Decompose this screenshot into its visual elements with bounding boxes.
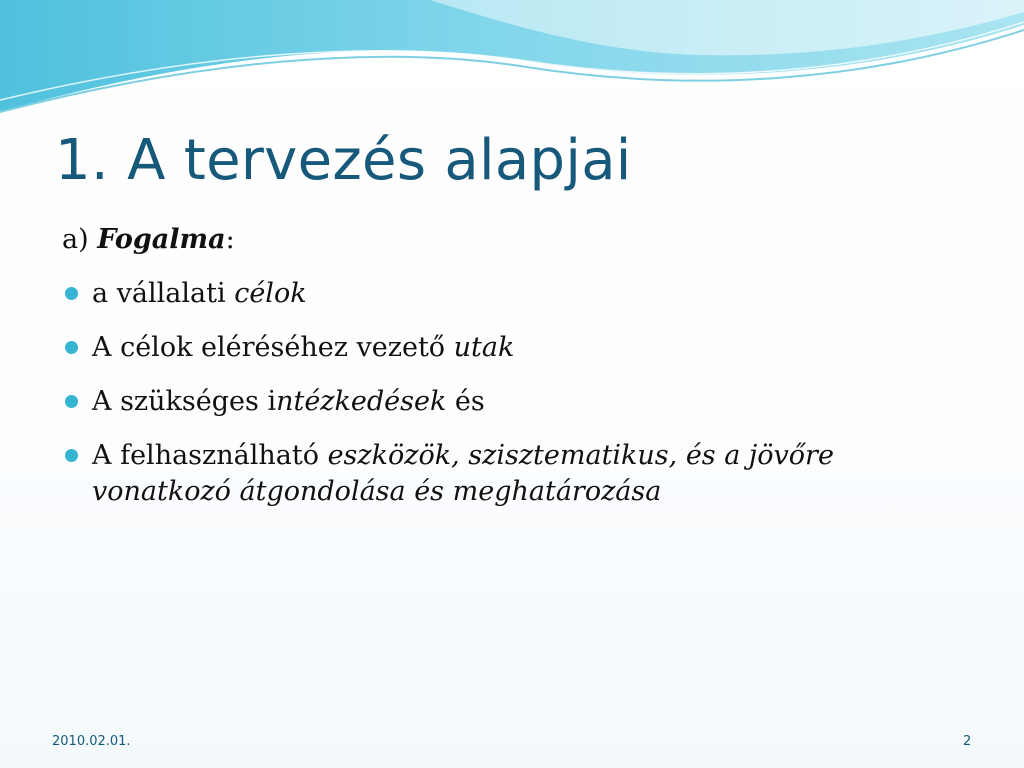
bullet-text: A célok eléréséhez vezető [92,332,454,363]
footer-date: 2010.02.01. [52,734,131,749]
bullet-line-1 [92,438,980,474]
bullet-icon [65,287,78,300]
header-wave-decoration [0,0,1024,130]
bullet-item [60,384,980,420]
bullet-item [60,330,980,366]
bullet-icon [65,395,78,408]
bullet-text: A szükséges i [92,386,277,417]
bullet-line-2: vonatkozó átgondolása és meghatározása [92,476,662,507]
bullet-icon [65,341,78,354]
bullet-emphasis: célok [234,278,307,309]
bullet-tail: és [446,386,485,417]
bullet-text: A felhasználható [92,440,328,471]
bullet-item [60,276,980,312]
slide-title: 1. A tervezés alapjai [55,128,632,193]
bullet-emphasis: ntézkedések [276,386,447,417]
intro-prefix: a) [62,224,98,255]
page-number: 2 [963,734,972,749]
intro-term: Fogalma [97,224,226,255]
slide-body [60,222,980,528]
bullet-emphasis: utak [453,332,515,363]
intro-line [62,222,980,258]
bullet-icon [65,449,78,462]
bullet-item [60,438,980,510]
bullet-text: a vállalati [92,278,235,309]
bullet-emphasis: eszközök, szisztematikus, és a jövőre [327,440,834,471]
intro-suffix: : [225,224,235,255]
